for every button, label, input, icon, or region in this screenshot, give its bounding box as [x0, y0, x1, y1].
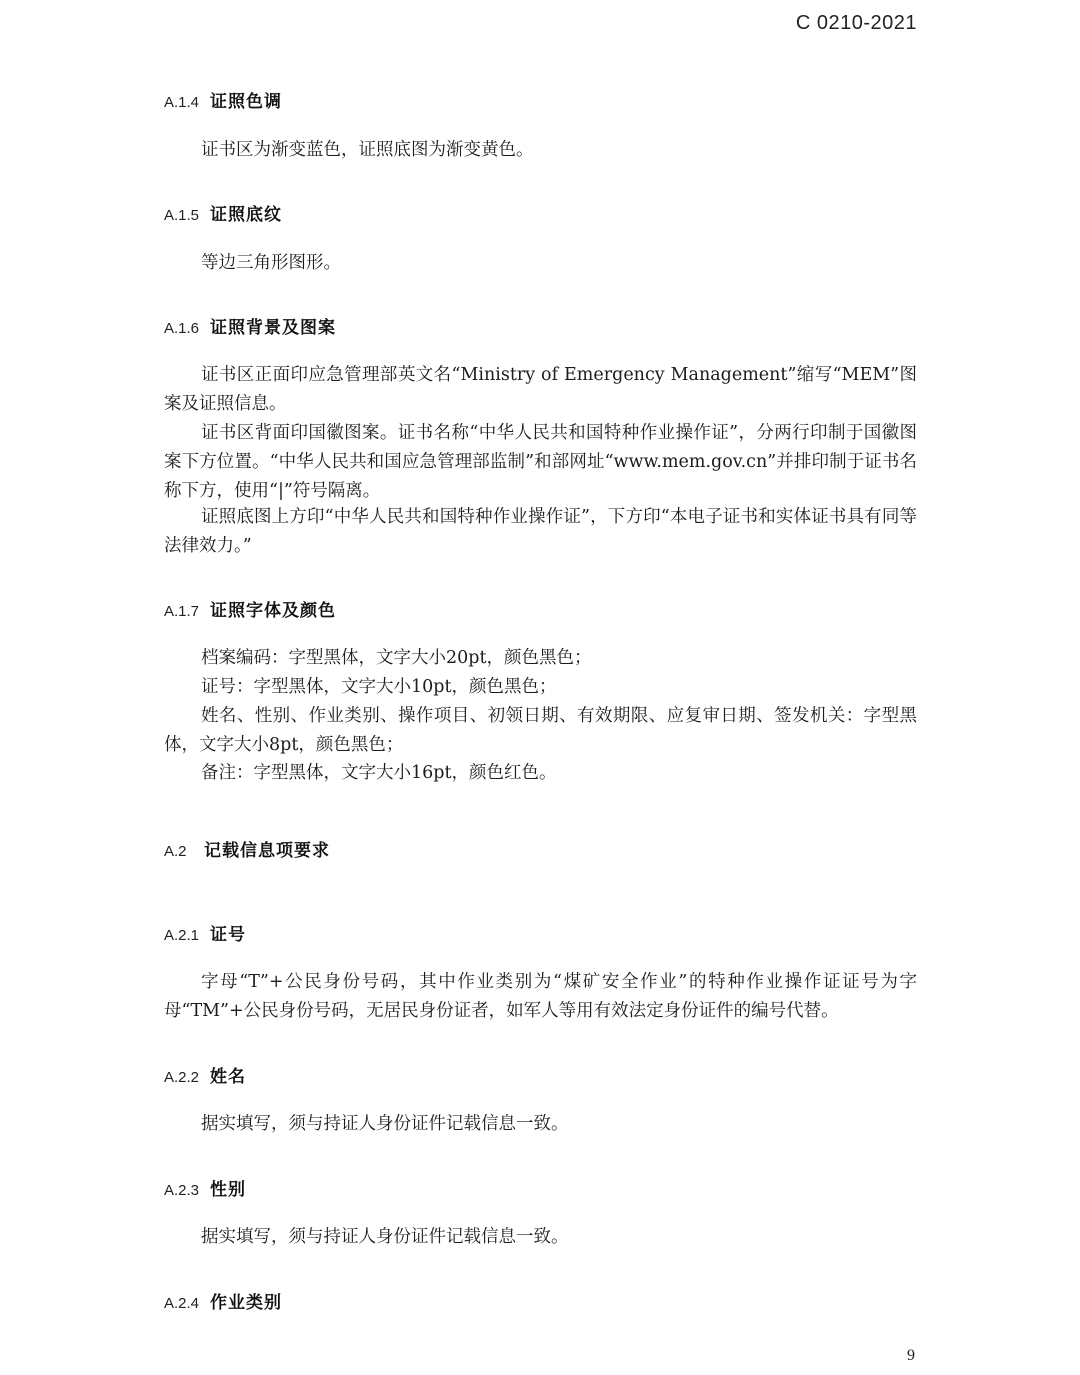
- section-heading-a14: [164, 87, 282, 112]
- section-number: A.1.5: [164, 207, 200, 224]
- standard-code: C 0210-2021: [795, 12, 917, 34]
- section-number: A.2.1: [164, 927, 200, 944]
- section-number: A.2.4: [164, 1295, 200, 1312]
- section-number: A.1.4: [164, 94, 200, 111]
- section-heading-a24: [164, 1288, 282, 1313]
- section-heading-a16: [164, 313, 336, 338]
- section-a16-paragraph-1: 证书区正面印应急管理部英文名“Ministry of Emergency Management”缩写“MEM”图案及证照信息。: [164, 365, 917, 414]
- section-number: A.1.7: [164, 603, 200, 620]
- section-title: 性别: [210, 1180, 246, 1200]
- section-a17-line-2: 证号：字型黑体，文字大小10pt，颜色黑色；: [201, 677, 557, 697]
- section-title: 证照底纹: [210, 205, 282, 225]
- section-a16-paragraph-3: 证照底图上方印“中华人民共和国特种作业操作证”，下方印“本电子证书和实体证书具有同等法律效力。”: [164, 507, 917, 556]
- section-a21-text: 字母“T”+公民身份号码，其中作业类别为“煤矿安全作业”的特种作业操作证证号为字母“TM”+公民身份号码，无居民身份证者，如军人等用有效法定身份证件的编号代替。: [164, 972, 917, 1021]
- section-title: 作业类别: [210, 1293, 282, 1313]
- section-heading-a17: [164, 596, 336, 621]
- section-number: A.2: [164, 843, 187, 860]
- section-number: A.1.6: [164, 320, 200, 337]
- section-heading-a15: [164, 200, 282, 225]
- section-a22-text: 据实填写，须与持证人身份证件记载信息一致。: [201, 1114, 569, 1134]
- section-a15-text: 等边三角形图形。: [201, 253, 341, 273]
- section-a16-paragraph-2: 证书区背面印国徽图案。证书名称“中华人民共和国特种作业操作证”，分两行印制于国徽图案下方位置。“中华人民共和国应急管理部监制”和部网址“www.mem.gov.cn”并排印制于证书名称下方，使用“|”符号隔离。: [164, 423, 917, 501]
- section-title: 证照字体及颜色: [210, 601, 336, 621]
- section-a17-line-4: 备注：字型黑体，文字大小16pt，颜色红色。: [201, 763, 557, 783]
- section-a17-line-1: 档案编码：字型黑体，文字大小20pt，颜色黑色；: [201, 648, 592, 668]
- section-a17-line-3: 姓名、性别、作业类别、操作项目、初领日期、有效期限、应复审日期、签发机关：字型黑体，文字大小8pt，颜色黑色；: [164, 706, 917, 755]
- section-heading-a22: [164, 1062, 246, 1087]
- section-heading-a21: [164, 920, 246, 945]
- section-title: 记载信息项要求: [204, 841, 330, 861]
- section-heading-a23: [164, 1175, 246, 1200]
- section-title: 证照色调: [210, 92, 282, 112]
- section-title: 姓名: [210, 1067, 246, 1087]
- section-heading-a2: [164, 836, 330, 861]
- section-number: A.2.2: [164, 1069, 200, 1086]
- section-title: 证照背景及图案: [210, 318, 336, 338]
- section-title: 证号: [210, 925, 246, 945]
- section-number: A.2.3: [164, 1182, 200, 1199]
- page-number: 9: [907, 1347, 915, 1364]
- section-a23-text: 据实填写，须与持证人身份证件记载信息一致。: [201, 1227, 569, 1247]
- section-a14-text: 证书区为渐变蓝色，证照底图为渐变黄色。: [201, 140, 534, 160]
